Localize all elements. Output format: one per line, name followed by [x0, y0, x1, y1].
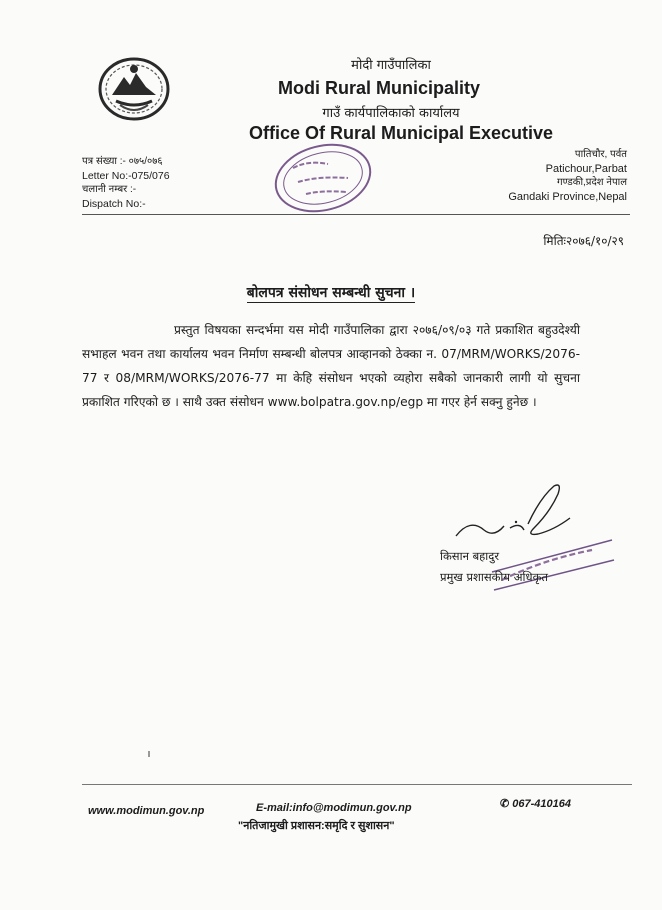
signatory-name: किसान बहादुर [440, 549, 500, 563]
notice-body: प्रस्तुत विषयका सन्दर्भमा यस मोदी गाउँपालिका द्वारा २०७६/०९/०३ गते प्रकाशित बहुउदेश्यी सभाहल भवन तथा कार्यालय भवन निर्माण सम्बन्धी बोलपत्र आव्हानको ठेक्का न. 07/MRM/WORKS/2076-77 र 08/MRM/WORKS/2076-77 मा केहि संसोधन भएको व्यहोरा सबैको जानकारी लागी यो सुचना प्रकाशित गरिएको छ । साथै उक्त संसोधन www.bolpatra.gov.np/egp मा गएर हेर्न सक्नु हुनेछ । [82, 323, 580, 409]
patra-sankhya: पत्र संख्या :- ०७५/०७६ [82, 156, 163, 167]
office-name-np: गाउँ कार्यपालिकाको कार्यालय [322, 106, 460, 121]
letter-date: मितिः२०७६/१०/२९ [543, 234, 624, 248]
signatory-stamp [482, 520, 622, 600]
footer-website: www.modimun.gov.np [88, 805, 205, 817]
province-np: गण्डकी,प्रदेश नेपाल [557, 177, 627, 188]
phone-icon: ✆ [500, 798, 510, 810]
footer-motto: "नतिजामुखी प्रशासन:समृदि र सुशासन" [238, 820, 395, 832]
letter-number: Letter No:-075/076 [82, 170, 170, 182]
notice-title [0, 283, 662, 302]
notice-title-text: बोलपत्र संसोधन सम्बन्धी सुचना । [246, 285, 416, 301]
footer-phone-number: 067-410164 [512, 798, 572, 810]
dispatch-number: Dispatch No:- [82, 198, 146, 210]
footer-phone [500, 797, 571, 810]
province-en: Gandaki Province,Nepal [508, 191, 627, 203]
footer-email: E-mail:info@modimun.gov.np [256, 802, 412, 814]
scan-mark [148, 751, 150, 757]
municipality-name-en: Modi Rural Municipality [277, 78, 480, 98]
address-np: पातिचौर, पर्वत [574, 149, 627, 160]
letter-meta [82, 155, 170, 211]
office-name-en: Office Of Rural Municipal Executive [248, 123, 554, 143]
footer-divider [82, 784, 632, 785]
header-divider [82, 214, 630, 215]
signatory-title: प्रमुख प्रशासकीय अधिकृत [440, 570, 548, 584]
address-en: Patichour,Parbat [545, 163, 627, 175]
address-block [508, 148, 627, 204]
office-seal-stamp [268, 138, 378, 218]
chalani-number: चलानी नम्बर :- [82, 184, 137, 195]
municipality-name-np: मोदी गाउँपालिका [351, 58, 431, 73]
